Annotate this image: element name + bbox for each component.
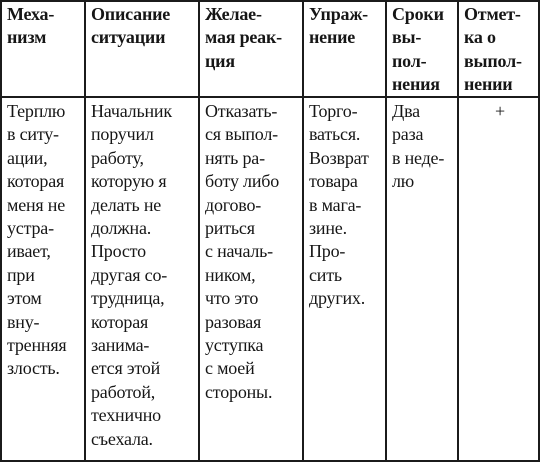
cell-line: делать не [91,194,162,215]
cell-line: стороны. [205,381,273,402]
cell-line: ется этой [91,358,161,379]
header-completion-mark [459,3,538,97]
cell-line: устра- [7,218,54,239]
cell-line: съехала. [91,428,153,449]
header-line: Описание [91,4,171,24]
cell-line: ваться. [309,124,361,145]
cell-line: Просто [91,241,146,262]
cell-line: работу, [91,147,144,168]
header-mechanism [2,3,84,50]
cell-deadlines [387,100,457,194]
cell-line: этом [7,288,42,309]
cell-line: догово- [205,194,262,215]
cell-line: тренняя [7,335,67,356]
cell-line: которая [7,171,65,192]
header-line: мая реак- [205,27,282,48]
header-line: выпол- [464,50,522,71]
header-line: Меха- [7,4,55,24]
header-line: вы- [392,27,422,48]
header-line: Отмет- [464,4,521,24]
cell-line: технично [91,405,161,426]
cell-line: которая [91,311,149,332]
header-line: нении [464,74,513,95]
cell-line: поручил [91,124,154,145]
table-top-border [0,0,540,2]
cell-line: с началь- [205,241,273,262]
header-line: пол- [392,50,427,71]
header-line: Упраж- [309,4,368,24]
cell-line: ся выпол- [205,124,278,145]
cell-line: других. [309,288,366,309]
cell-situation-description [86,100,198,451]
cell-line: другая со- [91,264,168,285]
cell-line: злость. [7,358,60,379]
cell-line: зине. [309,218,347,239]
cell-line: боту либо [205,171,280,192]
header-situation-description [86,3,198,50]
cell-line: ником, [205,264,256,285]
cell-mechanism [2,100,84,381]
cell-desired-reaction [200,100,302,404]
cell-line: сить [309,264,342,285]
header-desired-reaction [200,3,302,73]
cell-line: должна. [91,218,152,239]
cell-line: трудница, [91,288,165,309]
cell-line: лю [392,171,415,192]
cell-line: раза [392,124,424,145]
cell-line: ивает, [7,241,51,262]
cell-line: в неде- [392,147,445,168]
header-line: низм [7,27,47,48]
cell-line: что это [205,288,259,309]
cell-line: нять ра- [205,147,265,168]
cell-line: в мага- [309,194,362,215]
cell-exercise [304,100,385,311]
cell-line: в ситу- [7,124,59,145]
header-line: ция [205,50,235,71]
header-deadlines [387,3,457,97]
cell-line: с моей [205,358,255,379]
cell-line: ации, [7,147,48,168]
cell-line: Отказать- [205,101,278,121]
cell-line: вну- [7,311,40,332]
cell-line: меня не [7,194,66,215]
cell-line: Начальник [91,101,172,121]
completion-plus-mark: + [495,101,505,121]
header-line: Желае- [205,4,262,24]
cell-line: риться [205,218,255,239]
cell-line: Терплю [7,101,66,121]
cell-line: которую я [91,171,167,192]
cell-line: Торго- [309,101,358,121]
header-line: ситуации [91,27,166,48]
cell-line: работой, [91,381,156,402]
header-line: ка о [464,27,496,48]
cell-line: при [7,264,35,285]
cell-line: товара [309,171,358,192]
header-line: нение [309,27,356,48]
cell-completion-mark [459,100,538,123]
header-line: Сроки [392,4,444,24]
header-exercise [304,3,385,50]
header-line: нения [392,74,440,95]
cell-line: Два [392,101,420,121]
cell-line: занима- [91,335,150,356]
cell-line: Возврат [309,147,369,168]
cell-line: разовая [205,311,262,332]
cell-line: Про- [309,241,346,262]
cell-line: уступка [205,335,264,356]
